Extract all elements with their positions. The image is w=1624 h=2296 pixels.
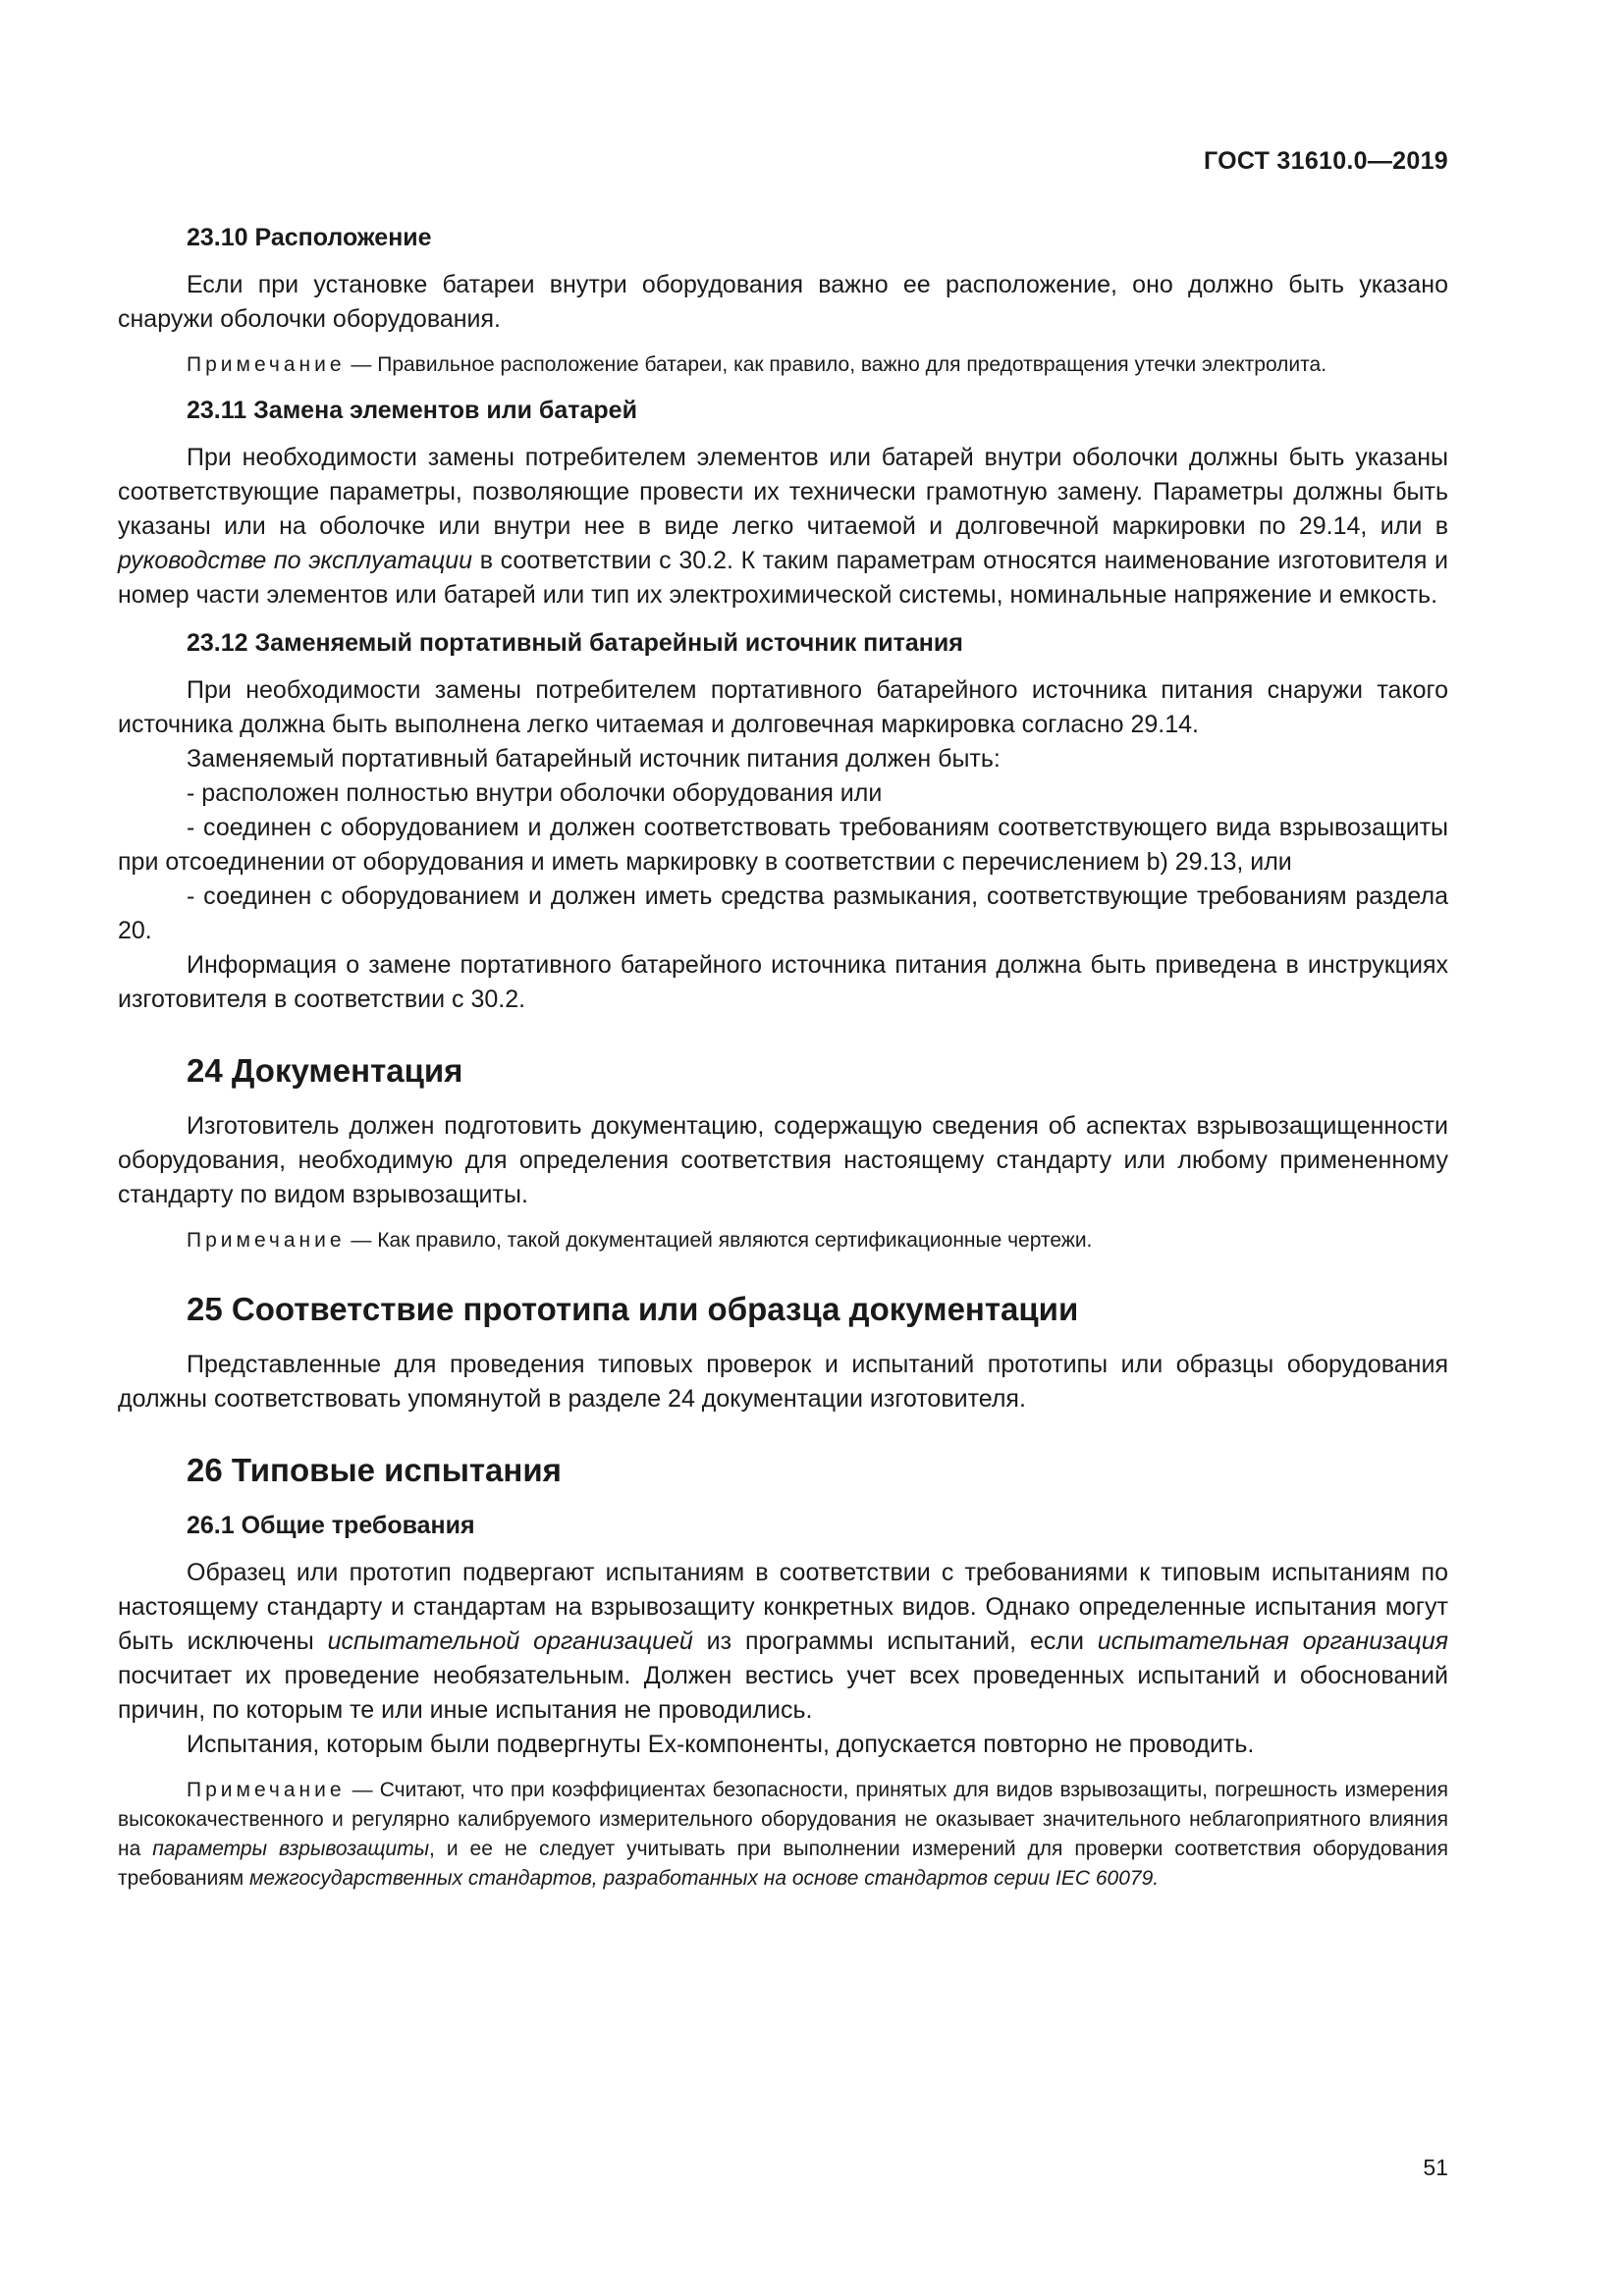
note-emphasis: межгосударственных стандартов, разработанных на основе стандартов серии IEC 60079.	[249, 1867, 1160, 1890]
section-26-1-paragraph-2: Испытания, которым были подвергнуты Ex-компоненты, допускается повторно не проводить.	[187, 1731, 1255, 1758]
paragraph-emphasis: испытательной организацией	[327, 1628, 693, 1655]
section-23-12-paragraph-1: При необходимости замены потребителем портативного батарейного источника питания снаружи такого источника должна быть выполнена легко читаемая и долговечная маркировка согласно 29.14.	[118, 676, 1448, 738]
section-26-1-note	[118, 1776, 1448, 1894]
document-page	[118, 0, 1448, 2296]
section-26-title: 26 Типовые испытания	[187, 1452, 562, 1488]
paragraph-text: в соответствии с 30.2. К таким параметрам относятся наименование изготовителя и номер части элементов или батарей или тип их электрохимической системы, номинальные напряжение и емкость.	[118, 547, 1448, 609]
section-23-12-title: 23.12 Заменяемый портативный батарейный источник питания	[187, 629, 963, 657]
section-25-paragraph: Представленные для проведения типовых проверок и испытаний прототипы или образцы оборудования должны соответствовать упомянутой в разделе 24 документации изготовителя.	[118, 1351, 1448, 1413]
paragraph-emphasis: руководстве по эксплуатации	[118, 547, 473, 574]
section-24-paragraph: Изготовитель должен подготовить документацию, содержащую сведения об аспектах взрывозащищенности оборудования, необходимую для определения соответствия настоящему стандарту или любому примененному стандарту по видом взрывозащиты.	[118, 1112, 1448, 1208]
section-24-title: 24 Документация	[187, 1052, 463, 1089]
paragraph-text: Образец или прототип подвергают испытаниям в соответствии с требованиями к типовым испытаниям по настоящему стандарту и стандартам на взрывозащиту конкретных видов. Однако определенные испытания могут быть исключены	[118, 1559, 1448, 1655]
paragraph-emphasis: испытательная организация	[1097, 1628, 1448, 1655]
note-text: — Правильное расположение батареи, как правило, важно для предотвращения утечки электролита.	[345, 353, 1327, 376]
note-text: — Как правило, такой документацией являются сертификационные чертежи.	[345, 1229, 1093, 1252]
section-25-title: 25 Соответствие прототипа или образца документации	[187, 1291, 1079, 1327]
document-body	[118, 221, 1448, 1907]
section-23-10-paragraph: Если при установке батареи внутри оборудования важно ее расположение, оно должно быть указано снаружи оболочки оборудования.	[118, 271, 1448, 333]
note-label: Примечание	[187, 353, 346, 376]
note-text: — Считают, что при коэффициентах безопасности, принятых для видов взрывозащиты, погрешность измерения высококачественного и регулярно калибруемого измерительного оборудования не оказывает значительного неблагоприятного влияния на	[118, 1779, 1448, 1860]
section-23-11-paragraph	[118, 441, 1448, 613]
note-label: Примечание	[187, 1779, 346, 1801]
section-26-1-title: 26.1 Общие требования	[187, 1512, 475, 1539]
section-23-12-paragraph-2: Заменяемый портативный батарейный источник питания должен быть:	[187, 745, 1001, 773]
section-23-10-title: 23.10 Расположение	[187, 224, 432, 251]
note-text: , и ее не следует учитывать при выполнении измерений для проверки соответствия оборудования требованиям	[118, 1838, 1448, 1890]
section-23-12-list-item-3: - соединен с оборудованием и должен иметь средства размыкания, соответствующие требованиям раздела 20.	[118, 882, 1448, 944]
section-23-12-paragraph-3: Информация о замене портативного батарейного источника питания должна быть приведена в инструкциях изготовителя в соответствии с 30.2.	[118, 951, 1448, 1013]
paragraph-text: посчитает их проведение необязательным. Должен вестись учет всех проведенных испытаний и обоснований причин, по которым те или иные испытания не проводились.	[118, 1662, 1448, 1724]
note-emphasis: параметры взрывозащиты	[152, 1838, 430, 1860]
note-label: Примечание	[187, 1229, 346, 1252]
section-23-11-title: 23.11 Замена элементов или батарей	[187, 397, 637, 424]
paragraph-text: из программы испытаний, если	[692, 1628, 1098, 1655]
section-24-note	[118, 1226, 1448, 1255]
section-23-12-list-item-1: - расположен полностью внутри оболочки оборудования или	[187, 779, 883, 807]
section-23-12-list-item-2: - соединен с оборудованием и должен соответствовать требованиям соответствующего вида взрывозащиты при отсоединении от оборудования и иметь маркировку в соответствии с перечислением b) 29.13, или	[118, 814, 1448, 876]
section-26-1-paragraph-1	[118, 1556, 1448, 1728]
section-23-10-note	[118, 350, 1448, 380]
document-header: ГОСТ 31610.0—2019	[1203, 147, 1448, 175]
paragraph-text: При необходимости замены потребителем элементов или батарей внутри оболочки должны быть указаны соответствующие параметры, позволяющие провести их технически грамотную замену. Параметры должны быть указаны или на оболочке или внутри нее в виде легко читаемой и долговечной маркировки по 29.14, или в	[118, 444, 1448, 540]
page-number: 51	[1423, 2155, 1448, 2180]
